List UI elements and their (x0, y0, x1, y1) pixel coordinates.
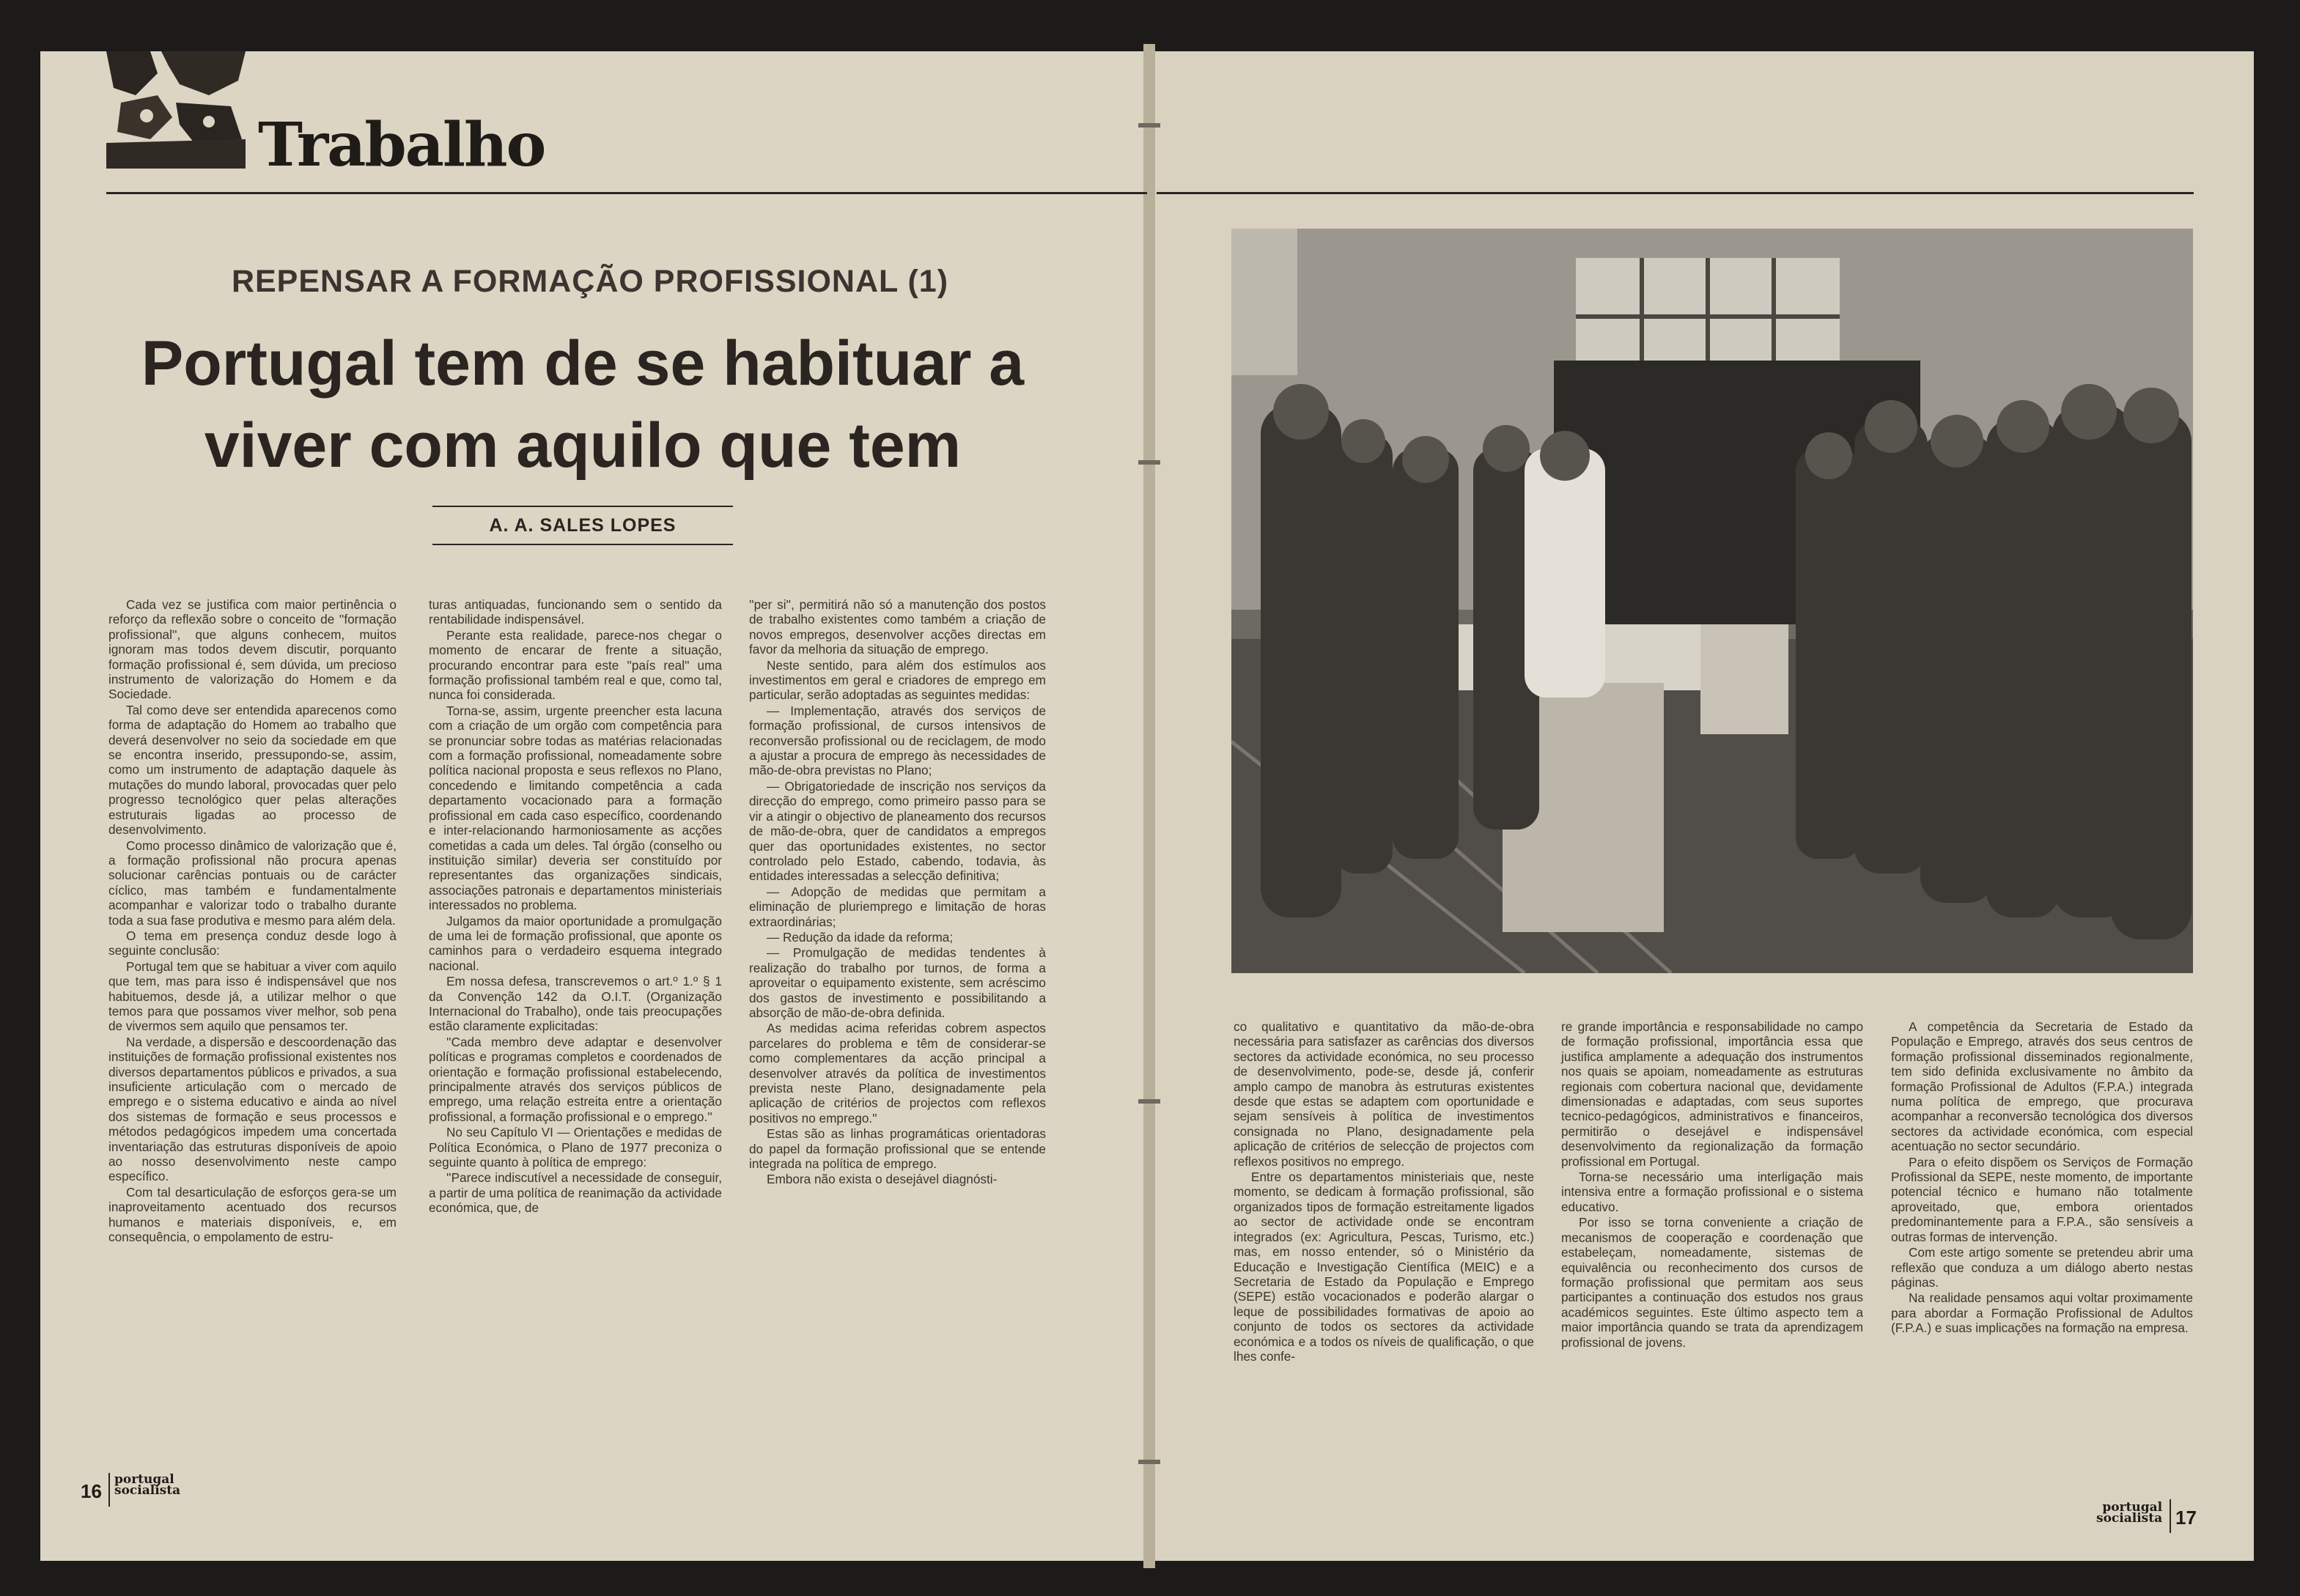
paragraph: — Implementação, através dos serviços de formação profissional, de cursos intensivos de reconversão profissional ou de reciclagem, de modo a ajustar a procura de emprego às necessidades de mão-de-obra previstas no Plano; (749, 703, 1046, 778)
paragraph: Por isso se torna conveniente a criação de mecanismos de cooperação e coordenação que estabeleçam, nomeadamente, sistemas de equivalência ou reconhecimento dos cursos de formação profissional que permitam aos seus participantes a continuação dos estudos nos graus académicos seguintes. Este último aspecto tem a maior importância quando se trata da aprendizagem profissional de jovens. (1561, 1215, 1863, 1350)
text-column-5 (1561, 1019, 1863, 1351)
text-column-1 (108, 597, 397, 1245)
logo-line: portugal (114, 1472, 174, 1487)
paragraph: Torna-se necessário uma interligação mais intensiva entre a formação profissional e o sistema educativo. (1561, 1170, 1863, 1214)
article-byline: A. A. SALES LOPES (432, 506, 733, 545)
logo-line: socialista (114, 1483, 181, 1498)
paragraph: O tema em presença conduz desde logo à seguinte conclusão: (108, 928, 397, 958)
paragraph: co qualitativo e quantitativo da mão-de-obra necessária para satisfazer as carências dos diversos sectores da actividade económica, no seu processo de desenvolvimento, pode-se, desde já, conferir amplo campo de manobra às estruturas existentes desde que estas se adaptem com oportunidade e sejam sensíveis à política de investimentos consignada no Plano, designadamente pela aplicação de critérios de selecção de projectos com reflexos positivos no emprego. (1234, 1019, 1534, 1169)
paragraph: ''Parece indiscutível a necessidade de conseguir, a partir de uma política de reanimação da actividade económica, que, de (429, 1170, 722, 1216)
paragraph: Com este artigo somente se pretendeu abrir uma reflexão que conduza a um diálogo aberto nestas páginas. (1891, 1245, 2193, 1290)
paragraph: Para o efeito dispõem os Serviços de Formação Profissional da SEPE, neste momento, de importante potencial técnico e humano não totalmente aproveitado, que, embora orientados predominantemente para a F.P.A., são sensíveis a outras formas de intervenção. (1891, 1154, 2193, 1244)
logo-line: portugal (2102, 1500, 2163, 1515)
paragraph: As medidas acima referidas cobrem aspectos parcelares do problema e têm de considerar-se como complementares da acção principal a desenvolver através da política de investimentos prevista neste Plano, designadamente pela aplicação de critérios de projectos com reflexos positivos no emprego.'' (749, 1021, 1046, 1126)
paragraph: — Adopção de medidas que permitam a eliminação de pluriemprego e limitação de horas extraordinárias; (749, 884, 1046, 929)
header-rule (1157, 192, 2194, 194)
paragraph: Como processo dinâmico de valorização que é, a formação profissional não procura apenas solucionar carências pontuais ou de carácter cíclico, mas também e fundamentalmente acompanhar e valorizar todo o trabalho durante toda a sua fase produtiva e mesmo para além dela. (108, 838, 397, 928)
paragraph: Em nossa defesa, transcrevemos o art.º 1.º § 1 da Convenção 142 da O.I.T. (Organização Internacional do Trabalho), onde tais preocupações estão claramente explicitadas: (429, 974, 722, 1034)
paragraph: A competência da Secretaria de Estado da População e Emprego, através dos seus centros de formação profissional disseminados regionalmente, tem sido definida exclusivamente no âmbito da formação Profissional de Adultos (F.P.A.) integrada numa política de emprego, que procurava acompanhar a reconversão tecnológica dos diversos sectores da actividade económica, com especial acentuação no sector secundário. (1891, 1019, 2193, 1154)
text-column-3 (749, 597, 1046, 1188)
workshop-training-photo-icon (1231, 229, 2193, 973)
paragraph: re grande importância e responsabilidade no campo de formação profissional, importância essa que justifica amplamente a adequação dos instrumentos nos quais se apoiam, nomeadamente as estruturas regionais com cobertura nacional que, devidamente dimensionadas e adaptadas, com seus suportes tecnico-pedagógicos, administrativos e financeiros, permitirão o desejável e indispensável desenvolvimento da regionalização da formação profissional em Portugal. (1561, 1019, 1863, 1169)
header-rule (106, 192, 1147, 194)
logo-line: socialista (2096, 1511, 2163, 1526)
paragraph: Embora não exista o desejável diagnósti- (767, 1172, 998, 1187)
staple (1138, 123, 1160, 128)
paragraph: turas antiquadas, funcionando sem o sentido da rentabilidade indispensável. (429, 597, 722, 627)
paragraph: Torna-se, assim, urgente preencher esta lacuna com a criação de um orgão com competência para se pronunciar sobre todas as matérias relacionadas com a formação profissional, nomeadamente sobre política nacional proposta e seus reflexos no Plano, concedendo e limitando competência a cada departamento vocacionado para a formação profissional em cada caso específico, coordenando e inter-relacionando harmoniosamente as acções cometidas a cada um deles. Tal órgão (conselho ou instituição similar) deveria ser constituído por representantes das organizações sindicais, associações patronais e departamentos ministeriais interessados no problema. (429, 703, 722, 913)
paragraph: — Redução da idade da reforma; (767, 929, 954, 945)
paragraph: — Obrigatoriedade de inscrição nos serviços da direcção do emprego, como primeiro passo para se vir a atingir o objectivo de planeamento dos recursos de mão-de-obra, quer de candidatos a empregos quer das oportunidades existentes, no sector controlado pelo Estado, cabendo, todavia, às entidades interessadas a selecção definitiva; (749, 778, 1046, 884)
staple (1138, 1099, 1160, 1104)
paragraph: Neste sentido, para além dos estímulos aos investimentos em geral e criadores de emprego em particular, serão adoptadas as seguintes medidas: (749, 657, 1046, 703)
page-number-left: 16 (81, 1480, 102, 1502)
paragraph: — Promulgação de medidas tendentes à realização do trabalho por turnos, de forma a aproveitar o equipamento existente, sem acréscimo dos gastos de investimento e possibilitando a absorção de mão-de-obra definida. (749, 945, 1046, 1020)
section-title: Trabalho (258, 110, 545, 180)
paragraph: Estas são as linhas programáticas orientadoras do papel da formação profissional que se entende integrada na política de emprego. (749, 1126, 1046, 1172)
staple (1138, 460, 1160, 465)
article-kicker: REPENSAR A FORMAÇÃO PROFISSIONAL (1) (231, 264, 949, 299)
folio-divider (108, 1473, 110, 1507)
paragraph: ''Cada membro deve adaptar e desenvolver políticas e programas completos e coordenados de orientação e formação profissional estabelecendo, principalmente através dos serviços públicos de emprego, uma relação estreita entre a orientação profissional, a formação profissional e o emprego.'' (429, 1034, 722, 1124)
paragraph: Com tal desarticulação de esforços gera-se um inaproveitamento acentuado dos recursos humanos e materiais disponíveis, e, em consequência, o empolamento de estru- (108, 1184, 397, 1245)
folio-divider (2170, 1499, 2171, 1533)
paragraph: Na verdade, a dispersão e descoordenação das instituições de formação profissional existentes nos diversos departamentos públicos e privados, a sua insuficiente articulação com o mercado de emprego e o sistema educativo e ainda ao nível dos sistemas de formação e seus processos e métodos pedagógicos impedem uma concertada inventariação das estruturas disponíveis de apoio ao nosso desenvolvimento neste campo específico. (108, 1034, 397, 1184)
paragraph: Julgamos da maior oportunidade a promulgação de uma lei de formação profissional, que aponte os caminhos para o verdadeiro esquema integrado nacional. (429, 913, 722, 973)
text-column-4 (1234, 1019, 1534, 1364)
text-column-2 (429, 597, 722, 1216)
publication-logo (114, 1474, 180, 1496)
paragraph: Tal como deve ser entendida aparecenos como forma de adaptação do Homem ao trabalho que deverá desenvolver no seio da sociedade em que se encontra inserido, pressupondo-se, assim, como um instrumento de adaptação daquele às mutações do mundo laboral, provocadas quer pelo progresso tecnológico quer pelas alterações estruturais ligadas ao processo de desenvolvimento. (108, 702, 397, 838)
faces-illustration-icon (106, 51, 246, 169)
paragraph: Portugal tem que se habituar a viver com aquilo que tem, mas para isso é indispensável que nos habituemos, desde já, a utilizar melhor o que temos para que possamos viver melhor, sob pena de vivermos sem aquilo que pensamos ter. (108, 958, 397, 1034)
paragraph: Perante esta realidade, parece-nos chegar o momento de encarar de frente a situação, procurando encontrar para este ''país real'' uma formação profissional também real e que, como tal, nunca foi considerada. (429, 627, 722, 703)
paragraph: Cada vez se justifica com maior pertinência o reforço da reflexão sobre o conceito de ''formação profissional'', que alguns conhecem, muitos ignoram mas todos devem discutir, porquanto formação profissional é, sem dúvida, um precioso instrumento de valorização do Homem e da Sociedade. (108, 597, 397, 702)
spine (1143, 44, 1155, 1568)
text-column-6 (1891, 1019, 2193, 1337)
article-headline: Portugal tem de se habituar a viver com aquilo que tem (141, 328, 1025, 481)
publication-logo (2096, 1502, 2162, 1524)
page-number-right: 17 (2175, 1507, 2197, 1529)
paragraph: Na realidade pensamos aqui voltar proximamente para abordar a Formação Profissional de Adultos (F.P.A.) e suas implicações na formação na empresa. (1891, 1290, 2193, 1336)
paragraph: Entre os departamentos ministeriais que, neste momento, se dedicam à formação profissional, são organizados tipos de formação estreitamente ligados ao sector de actividade onde se encontram integrados (ex: Agricultura, Pescas, Turismo, etc.) mas, em nosso entender, só o Ministério da Educação e Investigação Científica (MEIC) e a Secretaria de Estado da População e Emprego (SEPE) estão vocacionados e poderão alargar o leque de possibilidades formativas de apoio ao conjunto de todos os sectores da actividade económica e a todos os níveis de qualificação, o que lhes confe- (1234, 1170, 1534, 1364)
staple (1138, 1460, 1160, 1464)
paragraph: No seu Capítulo VI — Orientações e medidas de Política Económica, o Plano de 1977 preconiza o seguinte quanto à política de emprego: (429, 1125, 722, 1170)
paragraph: ''per si'', permitirá não só a manutenção dos postos de trabalho existentes como também a criação de novos empregos, desenvolver acções directas em favor da melhoria da situação de emprego. (749, 597, 1046, 657)
